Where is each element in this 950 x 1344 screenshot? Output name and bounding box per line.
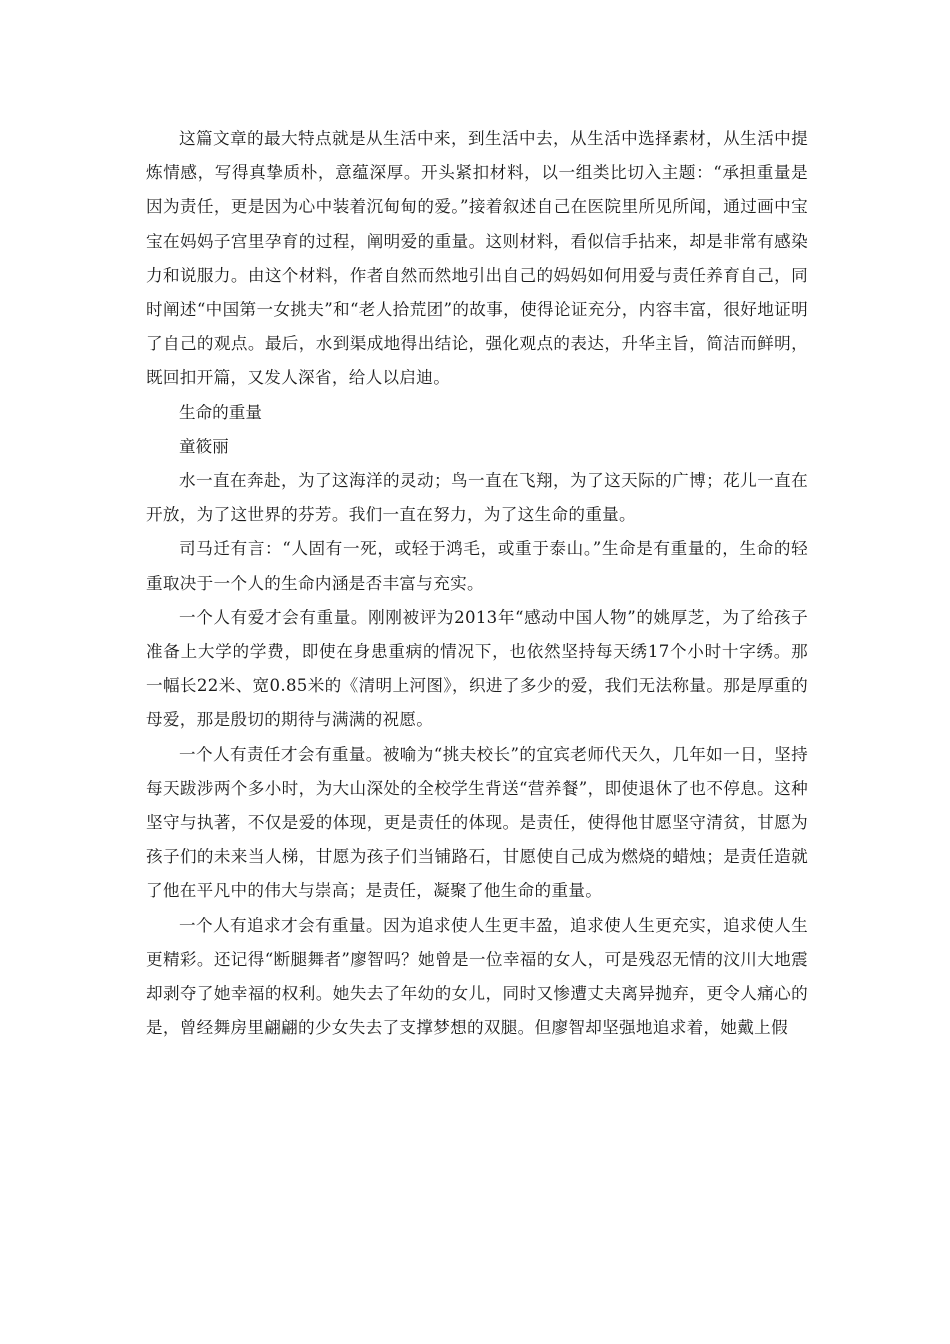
document-page <box>146 122 808 1045</box>
essay-paragraph: 一个人有追求才会有重量。因为追求使人生更丰盈，追求使人生更充实，追求使人生更精彩。还记得“断腿舞者”廖智吗？她曾是一位幸福的女人，可是残忍无情的汶川大地震却剥夺了她幸福的权利。她失去了年幼的女儿，同时又惨遭丈夫离异抛弃，更令人痛心的是，曾经舞房里翩翩的少女失去了支撑梦想的双腿。但廖智却坚强地追求着，她戴上假 <box>146 915 808 1038</box>
essay-paragraph: 一个人有爱才会有重量。刚刚被评为2013年“感动中国人物”的姚厚芝，为了给孩子准备上大学的学费，即使在身患重病的情况下，也依然坚持每天绣17个小时十字绣。那一幅长22米、宽0.85米的《清明上河图》，织进了多少的爱，我们无法称量。那是厚重的母爱，那是殷切的期待与满满的祝愿。 <box>146 607 808 730</box>
essay-paragraph: 司马迁有言：“人固有一死，或轻于鸿毛，或重于泰山。”生命是有重量的，生命的轻重取决于一个人的生命内涵是否丰富与充实。 <box>146 539 808 593</box>
essay-author: 童筱丽 <box>179 436 229 456</box>
essay-paragraph: 一个人有责任才会有重量。被喻为“挑夫校长”的宜宾老师代天久，几年如一日，坚持每天跋涉两个多小时，为大山深处的全校学生背送“营养餐”，即使退休了也不停息。这种坚守与执著，不仅是爱的体现，更是责任的体现。是责任，使得他甘愿坚守清贫，甘愿为孩子们的未来当人梯，甘愿为孩子们当铺路石，甘愿使自己成为燃烧的蜡烛；是责任造就了他在平凡中的伟大与崇高；是责任，凝聚了他生命的重量。 <box>146 744 808 901</box>
essay-title: 生命的重量 <box>179 402 262 422</box>
commentary-paragraph: 这篇文章的最大特点就是从生活中来，到生活中去，从生活中选择素材，从生活中提炼情感，写得真挚质朴，意蕴深厚。开头紧扣材料，以一组类比切入主题：“承担重量是因为责任，更是因为心中装着沉甸甸的爱。”接着叙述自己在医院里所见所闻，通过画中宝宝在妈妈子宫里孕育的过程，阐明爱的重量。这则材料，看似信手拈来，却是非常有感染力和说服力。由这个材料，作者自然而然地引出自己的妈妈如何用爱与责任养育自己，同时阐述“中国第一女挑夫”和“老人拾荒团”的故事，使得论证充分，内容丰富，很好地证明了自己的观点。最后，水到渠成地得出结论，强化观点的表达，升华主旨，简洁而鲜明，既回扣开篇，又发人深省，给人以启迪。 <box>146 129 808 388</box>
essay-paragraph: 水一直在奔赴，为了这海洋的灵动；鸟一直在飞翔，为了这天际的广博；花儿一直在开放，为了这世界的芬芳。我们一直在努力，为了这生命的重量。 <box>146 471 808 525</box>
